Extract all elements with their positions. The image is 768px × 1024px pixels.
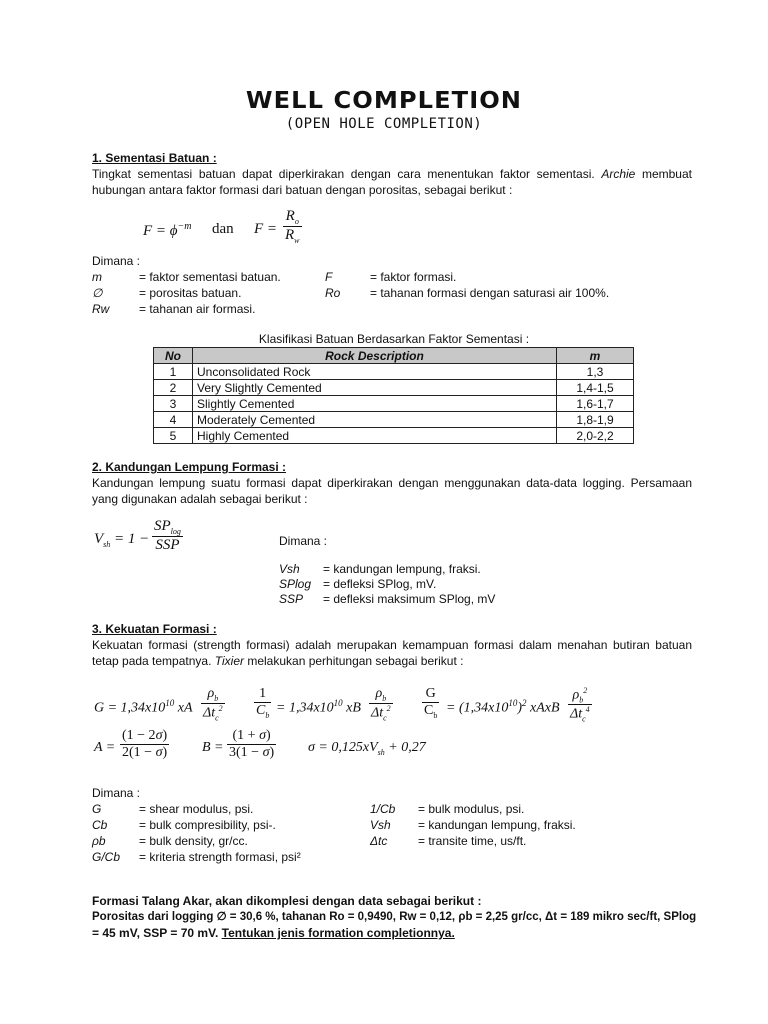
section-2-dimana: Dimana : (279, 534, 328, 548)
table-cell: 1,8-1,9 (557, 412, 634, 428)
table-cell: 1 (154, 364, 193, 380)
table-cell: 2,0-2,2 (557, 428, 634, 444)
equation-formation-factor: $F = \phi^{-m}$ dan F = $\frac{R_o}{R_w}$ (143, 208, 300, 245)
def-description: = bulk modulus, psi. (418, 802, 525, 816)
table-cell: 5 (154, 428, 193, 444)
def-description: = kandungan lempung, fraksi. (418, 818, 576, 832)
problem-data: Porositas dari logging ∅ = 30,6 %, tahanan Ro = 0,9490, Rw = 0,12, ρb = 2,25 gr/cc, Δt = 189 mikro sec/ft, SPlog (92, 911, 697, 923)
def-description: = tahanan air formasi. (139, 302, 256, 316)
section-1-heading: 1. Sementasi Batuan : (92, 151, 217, 165)
section-2-heading: 2. Kandungan Lempung Formasi : (92, 460, 287, 474)
problem-data-cont: = 45 mV, SSP = 70 mV. Tentukan jenis formation completionnya. (92, 926, 455, 940)
column-header: No (154, 348, 193, 364)
table-row (154, 428, 634, 444)
column-header: Rock Description (193, 348, 557, 364)
table-row (154, 412, 634, 428)
def-description: = porositas batuan. (139, 286, 242, 300)
def-symbol: F (325, 270, 333, 284)
problem-intro: Formasi Talang Akar, akan dikomplesi dengan data sebagai berikut : (92, 894, 482, 908)
table-cell: 4 (154, 412, 193, 428)
def-description: = defleksi maksimum SPlog, mV (323, 592, 496, 606)
section-1-dimana: Dimana : (92, 254, 141, 268)
section-3-dimana: Dimana : (92, 786, 141, 800)
def-symbol: Δtc (370, 834, 388, 848)
def-symbol: SPlog (279, 577, 312, 591)
def-description: = kandungan lempung, fraksi. (323, 562, 481, 576)
table-caption: Klasifikasi Batuan Berdasarkan Faktor Sementasi : (258, 332, 530, 346)
equation-vsh: $V_{sh} = 1$ − $SP_{log}$ SSP (94, 518, 181, 553)
def-description: = kriteria strength formasi, psi² (139, 850, 301, 864)
def-symbol: m (92, 270, 102, 284)
def-symbol: ∅ (92, 286, 103, 300)
def-symbol: G (92, 802, 102, 816)
def-symbol: Ro (325, 286, 341, 300)
problem-task: Tentukan jenis formation completionnya. (221, 926, 455, 940)
def-description: = defleksi SPlog, mV. (323, 577, 437, 591)
table-cell: Moderately Cemented (193, 412, 557, 428)
cementation-table (153, 347, 634, 444)
section-3-heading: 3. Kekuatan Formasi : (92, 622, 217, 636)
column-header: m (557, 348, 634, 364)
def-description: = faktor formasi. (370, 270, 457, 284)
def-symbol: 1/Cb (370, 802, 396, 816)
def-symbol: Cb (92, 818, 108, 832)
table-cell: 1,3 (557, 364, 634, 380)
def-symbol: Vsh (279, 562, 300, 576)
table-cell: Slightly Cemented (193, 396, 557, 412)
table-cell: Unconsolidated Rock (193, 364, 557, 380)
def-symbol: Rw (92, 302, 110, 316)
table-cell: Very Slightly Cemented (193, 380, 557, 396)
equation-coefficients: A = $\frac{(1 - 2\sigma)}{2(1 - \sigma)}$ B = $\frac{(1 + \sigma)}{3(1 - \sigma)}$ $\sigma = 0,125xV_{sh} + 0,27$ (94, 728, 426, 760)
page-title: WELL COMPLETION (245, 88, 523, 114)
section-1-paragraph: Tingkat sementasi batuan dapat diperkirakan dengan cara menentukan faktor sementasi. Archie membuat hubungan antara faktor formasi dari batuan dengan porositas, sebagai berikut : (92, 167, 692, 197)
table-cell: 3 (154, 396, 193, 412)
table-cell: Highly Cemented (193, 428, 557, 444)
def-description: = faktor sementasi batuan. (139, 270, 281, 284)
def-description: = shear modulus, psi. (139, 802, 254, 816)
def-description: = bulk compresibility, psi-. (139, 818, 276, 832)
section-3-paragraph: Kekuatan formasi (strength formasi) adalah merupakan kemampuan formasi dalam menahan butiran batuan tetap pada tempatnya. Tixier melakukan perhitungan sebagai berikut : (92, 638, 692, 668)
section-2-paragraph: Kandungan lempung suatu formasi dapat diperkirakan dengan menggunakan data-data logging. Persamaan yang digunakan adalah sebagai berikut : (92, 476, 692, 506)
table-cell: 1,6-1,7 (557, 396, 634, 412)
table-header-row (154, 348, 634, 364)
table-row (154, 380, 634, 396)
equation-shear-modulus: $G = 1,34x10^{10}$ xA $\rho_b$ $\Delta t_c^2$ $\frac{1}{C_b}$ = $1,34x10^{10}$ xB $\rho_b$ $\Delta t_c^2$ $\frac{G}{C_b}$ = $(1,34x10^{10})^2$ xAxB $\rho_b^2$ $\Delta t_c^4$ (94, 686, 590, 724)
page-subtitle: (OPEN HOLE COMPLETION) (285, 116, 483, 132)
def-description: = transite time, us/ft. (418, 834, 527, 848)
def-description: = bulk density, gr/cc. (139, 834, 248, 848)
table-row (154, 396, 634, 412)
table-cell: 2 (154, 380, 193, 396)
def-description: = tahanan formasi dengan saturasi air 100%. (370, 286, 610, 300)
table-cell: 1,4-1,5 (557, 380, 634, 396)
def-symbol: Vsh (370, 818, 391, 832)
def-symbol: ρb (92, 834, 106, 848)
def-symbol: SSP (279, 592, 304, 606)
table-row (154, 364, 634, 380)
def-symbol: G/Cb (92, 850, 121, 864)
